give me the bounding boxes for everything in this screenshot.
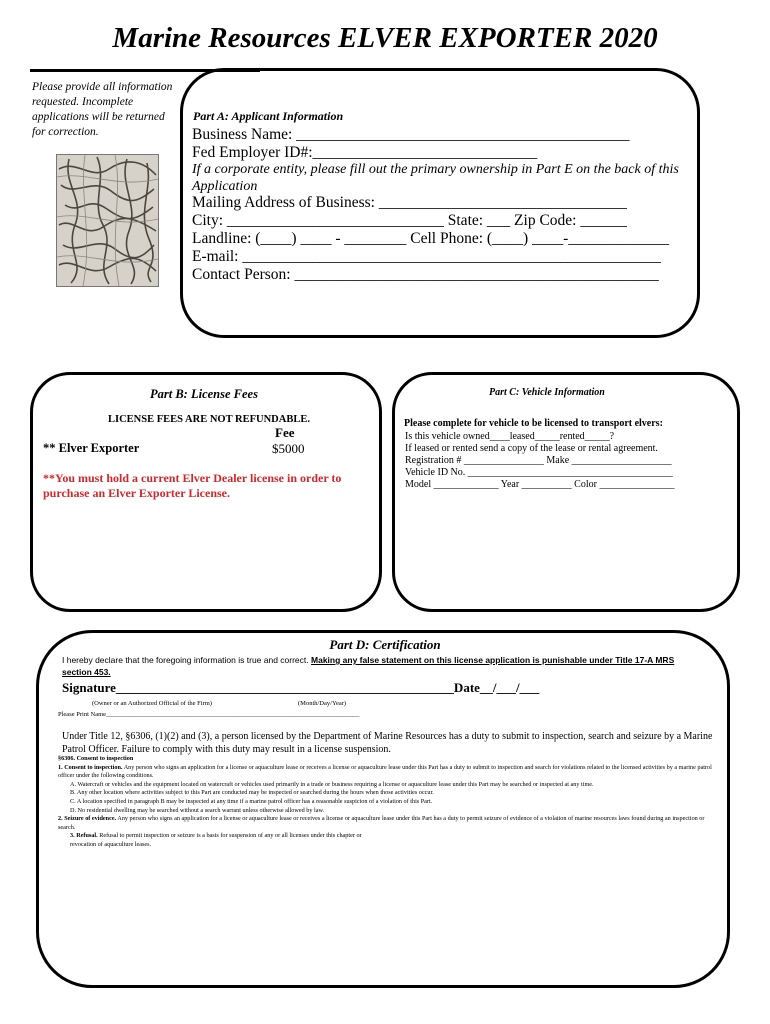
- model-year-color-field[interactable]: Model _____________ Year __________ Color _______________: [405, 479, 675, 490]
- declaration-plain: I hereby declare that the foregoing information is true and correct.: [62, 655, 309, 665]
- fees-nonrefundable-note: LICENSE FEES ARE NOT REFUNDABLE.: [108, 414, 310, 425]
- part-d-title: Part D: Certification: [329, 637, 441, 652]
- statute-heading: §6306. Consent to inspection: [58, 755, 134, 762]
- date-format-note: (Month/Day/Year): [298, 700, 347, 707]
- vehicle-intro: Please complete for vehicle to be licensed to transport elvers:: [404, 418, 663, 429]
- section1-text: Any person who signs an application for a license or aquaculture lease or receives a license or aquaculture lease under this Part has a duty to submit to inspection and search for violations related to the licensed activities by a marine patrol officer under the following conditions.: [58, 763, 712, 780]
- fed-employer-id-field[interactable]: Fed Employer ID#:_____________________________: [192, 144, 538, 161]
- statute-text: [58, 755, 720, 850]
- license-item-elver-exporter: ** Elver Exporter: [43, 441, 140, 455]
- section1-d: D. No residential dwelling may be searched without a search warrant unless otherwise allowed by law.: [70, 806, 325, 814]
- part-a-title: Part A: Applicant Information: [193, 109, 344, 123]
- part-b-title: Part B: License Fees: [150, 387, 258, 401]
- phone-field[interactable]: Landline: (____) ____ - ________ Cell Phone: (____) ____-_____________: [192, 230, 670, 247]
- corporate-entity-note: If a corporate entity, please fill out the primary ownership in Part E on the back of this Application: [192, 162, 679, 194]
- vehicle-ownership-field[interactable]: Is this vehicle owned____leased_____rented_____?: [405, 431, 615, 442]
- signature-date-field[interactable]: Signature____________________________________________________Date__/___/___: [62, 680, 540, 695]
- print-name-field[interactable]: Please Print Name______________________________________________________________________________: [58, 711, 360, 718]
- contact-person-field[interactable]: Contact Person: _______________________________________________: [192, 266, 659, 283]
- email-field[interactable]: E-mail: ______________________________________________________: [192, 248, 661, 265]
- business-name-field[interactable]: Business Name: ___________________________________________: [192, 126, 630, 143]
- owner-note: (Owner or an Authorized Official of the Firm): [92, 700, 212, 707]
- title12-notice: Under Title 12, §6306, (1)(2) and (3), a person licensed by the Department of Marine Resources has a duty to submit to inspection, search and seizure by a Marine Patrol Officer. Failure to comply with this duty may result in a license suspension.: [62, 731, 713, 755]
- section3-text: Refusal to permit inspection or seizure is a basis for suspension of any or all licenses under this chapter or revocation of aquaculture leases.: [70, 832, 362, 848]
- city-state-zip-field[interactable]: City: ____________________________ State: ___ Zip Code: ______: [192, 212, 627, 229]
- mailing-address-field[interactable]: Mailing Address of Business: ________________________________: [192, 194, 627, 211]
- declaration-warning: Making any false statement on this license application is punishable under Title 17-A MRS section 453.: [62, 655, 675, 677]
- license-fee-amount: $5000: [272, 441, 305, 456]
- lease-note: If leased or rented send a copy of the lease or rental agreement.: [405, 443, 658, 454]
- section1-heading: 1. Consent to inspection.: [58, 763, 123, 771]
- section1-c: C. A location specified in paragraph B may be inspected at any time if a marine patrol officer has a reasonable suspicion of a violation of this Part.: [70, 797, 433, 805]
- part-c-box: [392, 372, 740, 612]
- declaration-text: [62, 654, 702, 678]
- section1-a: A. Watercraft or vehicles and the equipment located on watercraft or vehicles used primarily in a trade or business requiring a license or aquaculture lease under this Part may be searched or inspected at any time.: [70, 780, 594, 788]
- instructions-text: Please provide all information requested. Incomplete applications will be returned for correction.: [32, 81, 173, 138]
- dealer-license-warning: **You must hold a current Elver Dealer license in order to purchase an Elver Exporter License.: [43, 471, 342, 500]
- section1-b: B. Any other location where activities subject to this Part are conducted may be inspected or searched during the hours when those activities occur.: [70, 789, 434, 797]
- section3-heading: 3. Refusal.: [70, 832, 98, 840]
- page-title: Marine Resources ELVER EXPORTER 2020: [112, 22, 658, 54]
- part-c-title: Part C: Vehicle Information: [489, 387, 605, 398]
- section2-heading: 2. Seizure of evidence.: [58, 815, 117, 823]
- registration-make-field[interactable]: Registration # ________________ Make ____________________: [405, 455, 672, 466]
- section2-text: Any person who signs an application for a license or aquaculture lease or receives a license or aquaculture lease under this Part has a duty to permit seizure of evidence of a violation of marine resources laws found during an inspection or search.: [58, 815, 705, 831]
- elver-photo-icon: [57, 155, 158, 286]
- vehicle-id-field[interactable]: Vehicle ID No. _________________________________________: [405, 467, 673, 478]
- fee-column-header: Fee: [275, 425, 295, 440]
- elver-photo: [56, 154, 159, 287]
